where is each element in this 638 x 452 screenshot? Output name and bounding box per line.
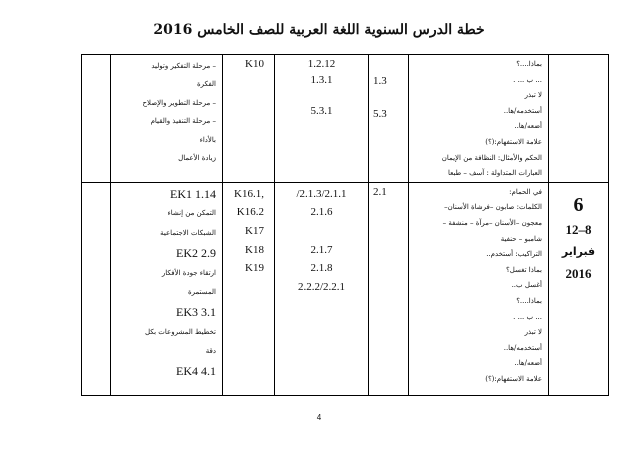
skills-cell — [111, 55, 223, 183]
k-cell — [223, 182, 275, 395]
content-line: علامة الاستفهام:(؟) — [485, 137, 542, 146]
skill-line: – مرحلة التفكير وتوليد — [151, 62, 216, 70]
week-year: 2016 — [565, 265, 592, 281]
skill-line: المستمرة — [187, 288, 216, 297]
skill-code: EK3 3.1 — [176, 304, 216, 319]
objective-value: 2.1.6 — [310, 206, 333, 219]
skill-line: – مرحلة التطوير والإصلاح — [142, 98, 216, 107]
k-code: K16.1, — [234, 187, 264, 200]
skill-line: التمكن من إنشاء — [167, 209, 216, 218]
content-line: أستخدمه/ها.. — [503, 106, 542, 115]
standards-cell — [369, 55, 409, 183]
content-line: الحكم والأمثال: النظافة من الإيمان — [441, 153, 542, 162]
content-line: الكلمات: صابون –فرشاة الأسنان– — [444, 203, 542, 212]
skill-line: ارتقاء جودة الأفكار — [161, 268, 216, 277]
skill-code: EK4 4.1 — [176, 364, 216, 379]
skills-cell — [111, 182, 223, 395]
objective-value — [275, 222, 368, 241]
page-title: خطة الدرس السنوية اللغة العربية للصف الخامس 2016 — [153, 22, 485, 38]
week-number: 6 — [573, 193, 584, 216]
skill-line: بالأداء — [199, 135, 216, 144]
content-line: أضعه/ها.. — [514, 122, 542, 131]
skill-line: – مرحلة التنفيذ والقيام — [150, 117, 216, 126]
content-line: بماذا....؟ — [516, 60, 542, 68]
week-cell — [549, 55, 609, 183]
content-line: أغسل ب.. — [511, 281, 542, 290]
content-line: في الحمام: — [509, 187, 542, 196]
week-cell — [549, 182, 609, 395]
content-line: معجون –الأسنان –مرآة – منشفة – — [442, 218, 542, 227]
objective-value: 5.3.1 — [310, 104, 333, 117]
content-line: علامة الاستفهام:(؟) — [485, 374, 542, 383]
k-code: K17 — [245, 224, 264, 237]
content-lines — [409, 183, 548, 388]
objective-value: 1.3.1 — [310, 73, 333, 86]
content-line: لا تبذر — [524, 328, 542, 337]
standard-value: 2.1 — [373, 185, 387, 198]
k-code: K18 — [245, 243, 264, 256]
k-code: K10 — [245, 58, 264, 70]
skill-line: زيادة الأعمال — [178, 154, 216, 163]
content-line: بماذا....؟ — [516, 296, 542, 305]
skill-code: EK1 1.14 — [170, 186, 216, 201]
content-line: شامبو – حنفية — [500, 234, 542, 243]
k-cell — [223, 55, 275, 183]
content-cell — [409, 182, 549, 395]
empty-cell — [82, 55, 111, 183]
content-line: بماذا تغسل؟ — [505, 265, 542, 274]
skills-lines — [111, 55, 222, 167]
content-line: التراكيب: أستخدم.. — [486, 250, 542, 259]
skill-line: الفكرة — [196, 80, 216, 89]
skill-line: تخطيط المشروعات بكل — [144, 327, 216, 336]
content-line: أستخدمه/ها.. — [503, 343, 542, 352]
objective-value: 1.2.12 — [307, 58, 336, 70]
standards-cell — [369, 182, 409, 395]
content-lines — [409, 55, 548, 182]
content-line: أضعه/ها.. — [514, 359, 542, 368]
skill-code: EK2 2.9 — [176, 245, 216, 260]
week-month: فبراير — [561, 244, 596, 258]
k-code: K19 — [245, 262, 264, 275]
week-range: 8–12 — [565, 221, 592, 237]
objective-value: 2.1.8 — [310, 262, 333, 275]
content-line: العبارات المتداولة : آسف – طبعا — [448, 169, 542, 178]
objective-value: 2.2.2/2.2.1 — [297, 280, 346, 293]
table-row — [82, 55, 609, 183]
content-line: لا تبذر — [524, 91, 542, 100]
k-code: K16.2 — [236, 206, 264, 219]
k-list — [223, 183, 274, 278]
objective-list — [275, 183, 368, 297]
skill-line: الشبكات الاجتماعية — [160, 229, 216, 238]
skill-line: دقة — [205, 347, 216, 356]
content-line: ... ب ... . — [513, 75, 542, 84]
skills-list — [111, 183, 222, 382]
table-row — [82, 182, 609, 395]
objective-value: 2.1.7 — [310, 243, 333, 256]
lesson-plan-table — [81, 54, 609, 396]
standard-value: 5.3 — [373, 107, 387, 120]
standard-value: 1.3 — [373, 75, 387, 87]
content-cell — [409, 55, 549, 183]
page-number: 4 — [316, 413, 322, 422]
objectives-cell — [275, 182, 369, 395]
objective-value: /2.1.3/2.1.1 — [296, 187, 347, 200]
objectives-cell — [275, 55, 369, 183]
empty-cell — [82, 182, 111, 395]
content-line: ... ب ... . — [513, 312, 542, 321]
